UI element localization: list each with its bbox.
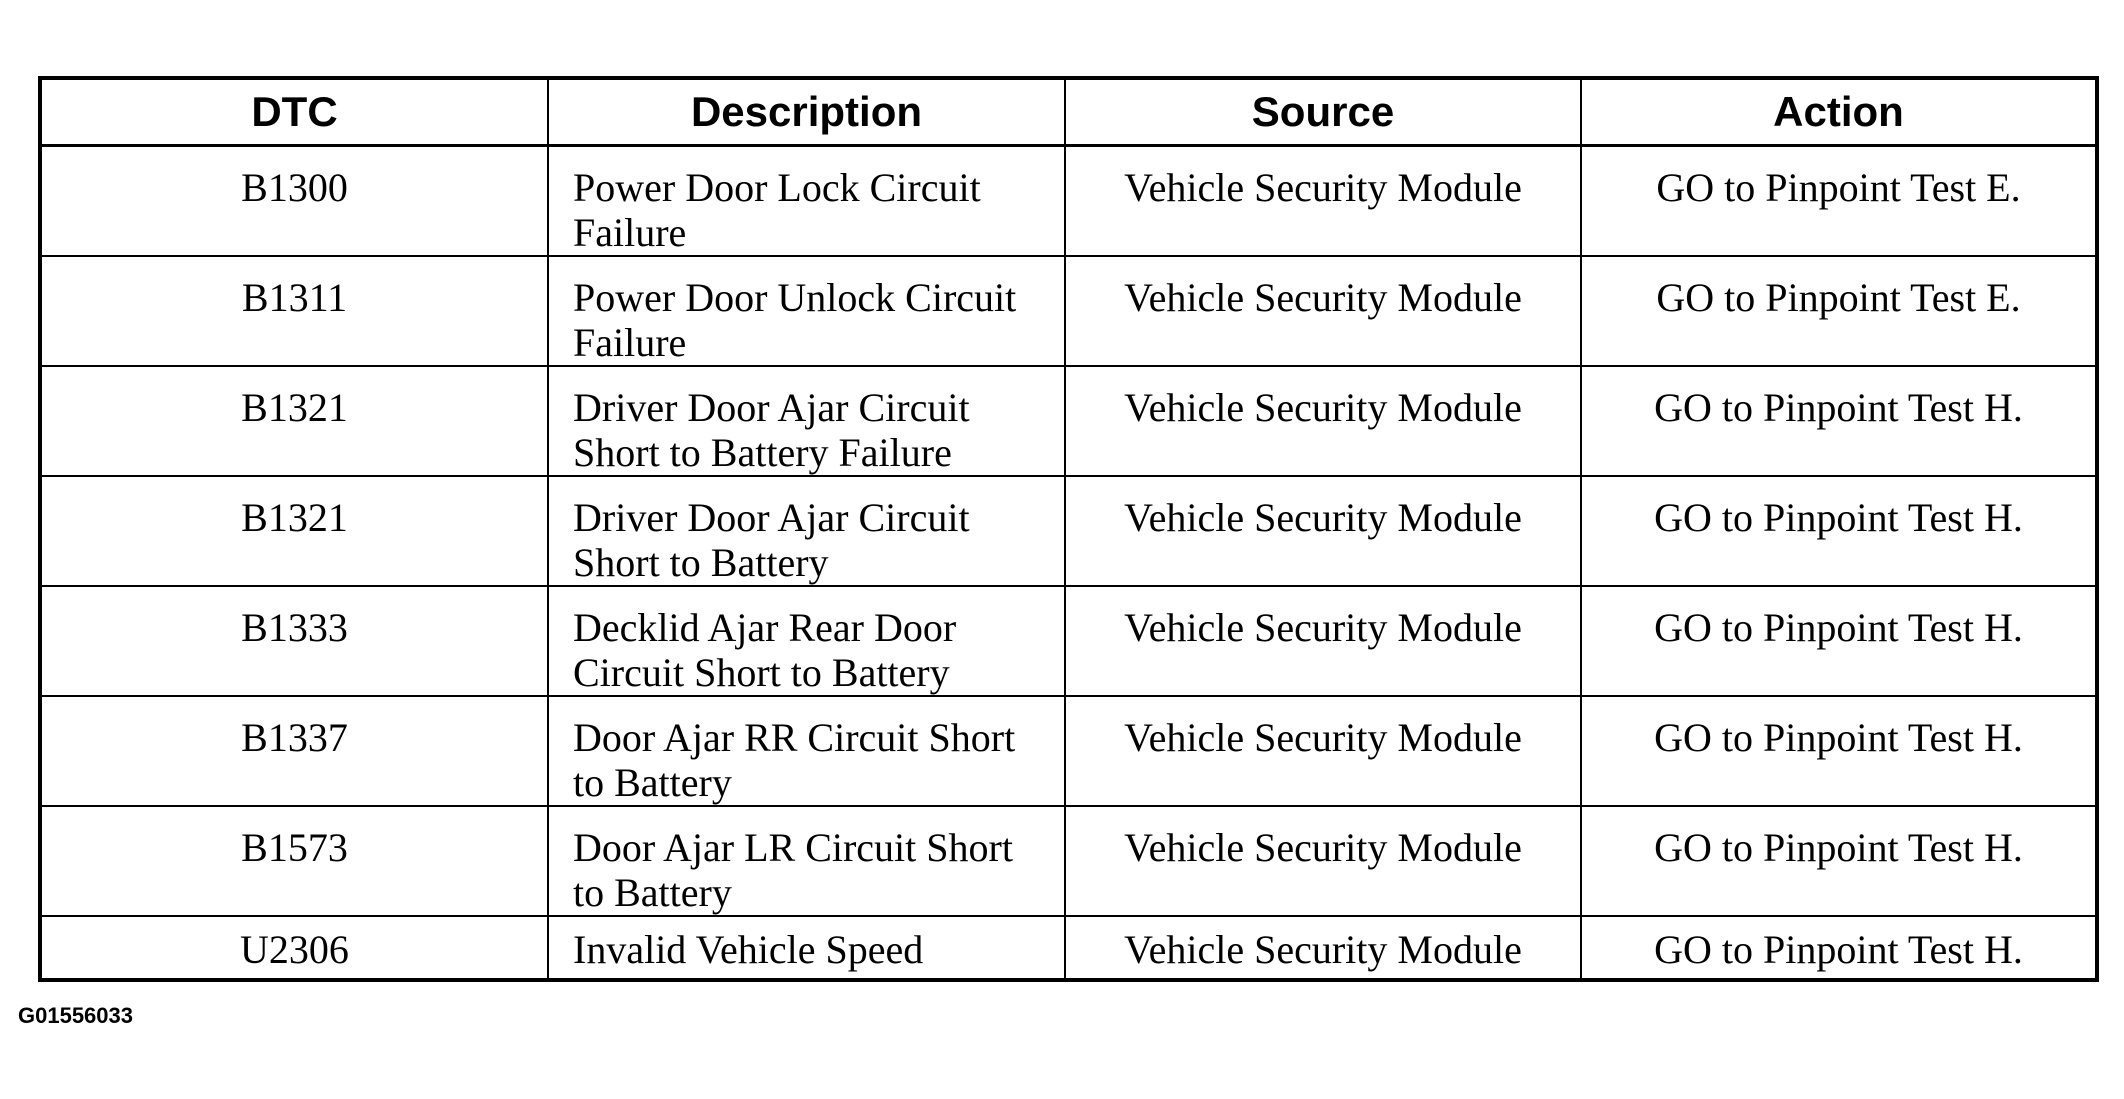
table-row	[40, 696, 2097, 806]
dtc-code: B1321	[40, 476, 548, 586]
dtc-description: Door Ajar LR Circuit Short to Battery	[548, 806, 1065, 916]
dtc-source: Vehicle Security Module	[1065, 586, 1581, 696]
dtc-description: Power Door Unlock Circuit Failure	[548, 256, 1065, 366]
dtc-action: GO to Pinpoint Test H.	[1581, 696, 2097, 806]
dtc-description: Decklid Ajar Rear Door Circuit Short to Battery	[548, 586, 1065, 696]
figure-id: G01556033	[18, 1003, 133, 1028]
dtc-code: B1337	[40, 696, 548, 806]
header-source: Source	[1065, 78, 1581, 146]
dtc-action: GO to Pinpoint Test H.	[1581, 916, 2097, 980]
dtc-action: GO to Pinpoint Test E.	[1581, 146, 2097, 257]
table-row	[40, 806, 2097, 916]
dtc-description: Driver Door Ajar Circuit Short to Battery	[548, 476, 1065, 586]
table-header-row	[40, 78, 2097, 146]
dtc-table	[38, 76, 2099, 982]
dtc-action: GO to Pinpoint Test H.	[1581, 476, 2097, 586]
dtc-source: Vehicle Security Module	[1065, 366, 1581, 476]
header-action: Action	[1581, 78, 2097, 146]
dtc-code: B1333	[40, 586, 548, 696]
header-dtc: DTC	[40, 78, 548, 146]
dtc-code: B1311	[40, 256, 548, 366]
dtc-action: GO to Pinpoint Test H.	[1581, 586, 2097, 696]
dtc-code: U2306	[40, 916, 548, 980]
dtc-code: B1300	[40, 146, 548, 257]
dtc-description: Invalid Vehicle Speed	[548, 916, 1065, 980]
dtc-code: B1573	[40, 806, 548, 916]
dtc-description: Power Door Lock Circuit Failure	[548, 146, 1065, 257]
dtc-action: GO to Pinpoint Test H.	[1581, 366, 2097, 476]
table-row	[40, 476, 2097, 586]
dtc-source: Vehicle Security Module	[1065, 806, 1581, 916]
dtc-source: Vehicle Security Module	[1065, 696, 1581, 806]
dtc-action: GO to Pinpoint Test H.	[1581, 806, 2097, 916]
table-row	[40, 256, 2097, 366]
header-description: Description	[548, 78, 1065, 146]
dtc-description: Driver Door Ajar Circuit Short to Battery Failure	[548, 366, 1065, 476]
dtc-source: Vehicle Security Module	[1065, 256, 1581, 366]
dtc-description: Door Ajar RR Circuit Short to Battery	[548, 696, 1065, 806]
dtc-source: Vehicle Security Module	[1065, 146, 1581, 257]
dtc-source: Vehicle Security Module	[1065, 916, 1581, 980]
dtc-code: B1321	[40, 366, 548, 476]
dtc-action: GO to Pinpoint Test E.	[1581, 256, 2097, 366]
dtc-source: Vehicle Security Module	[1065, 476, 1581, 586]
table-row	[40, 916, 2097, 980]
table-row	[40, 366, 2097, 476]
table-row	[40, 146, 2097, 257]
table-row	[40, 586, 2097, 696]
